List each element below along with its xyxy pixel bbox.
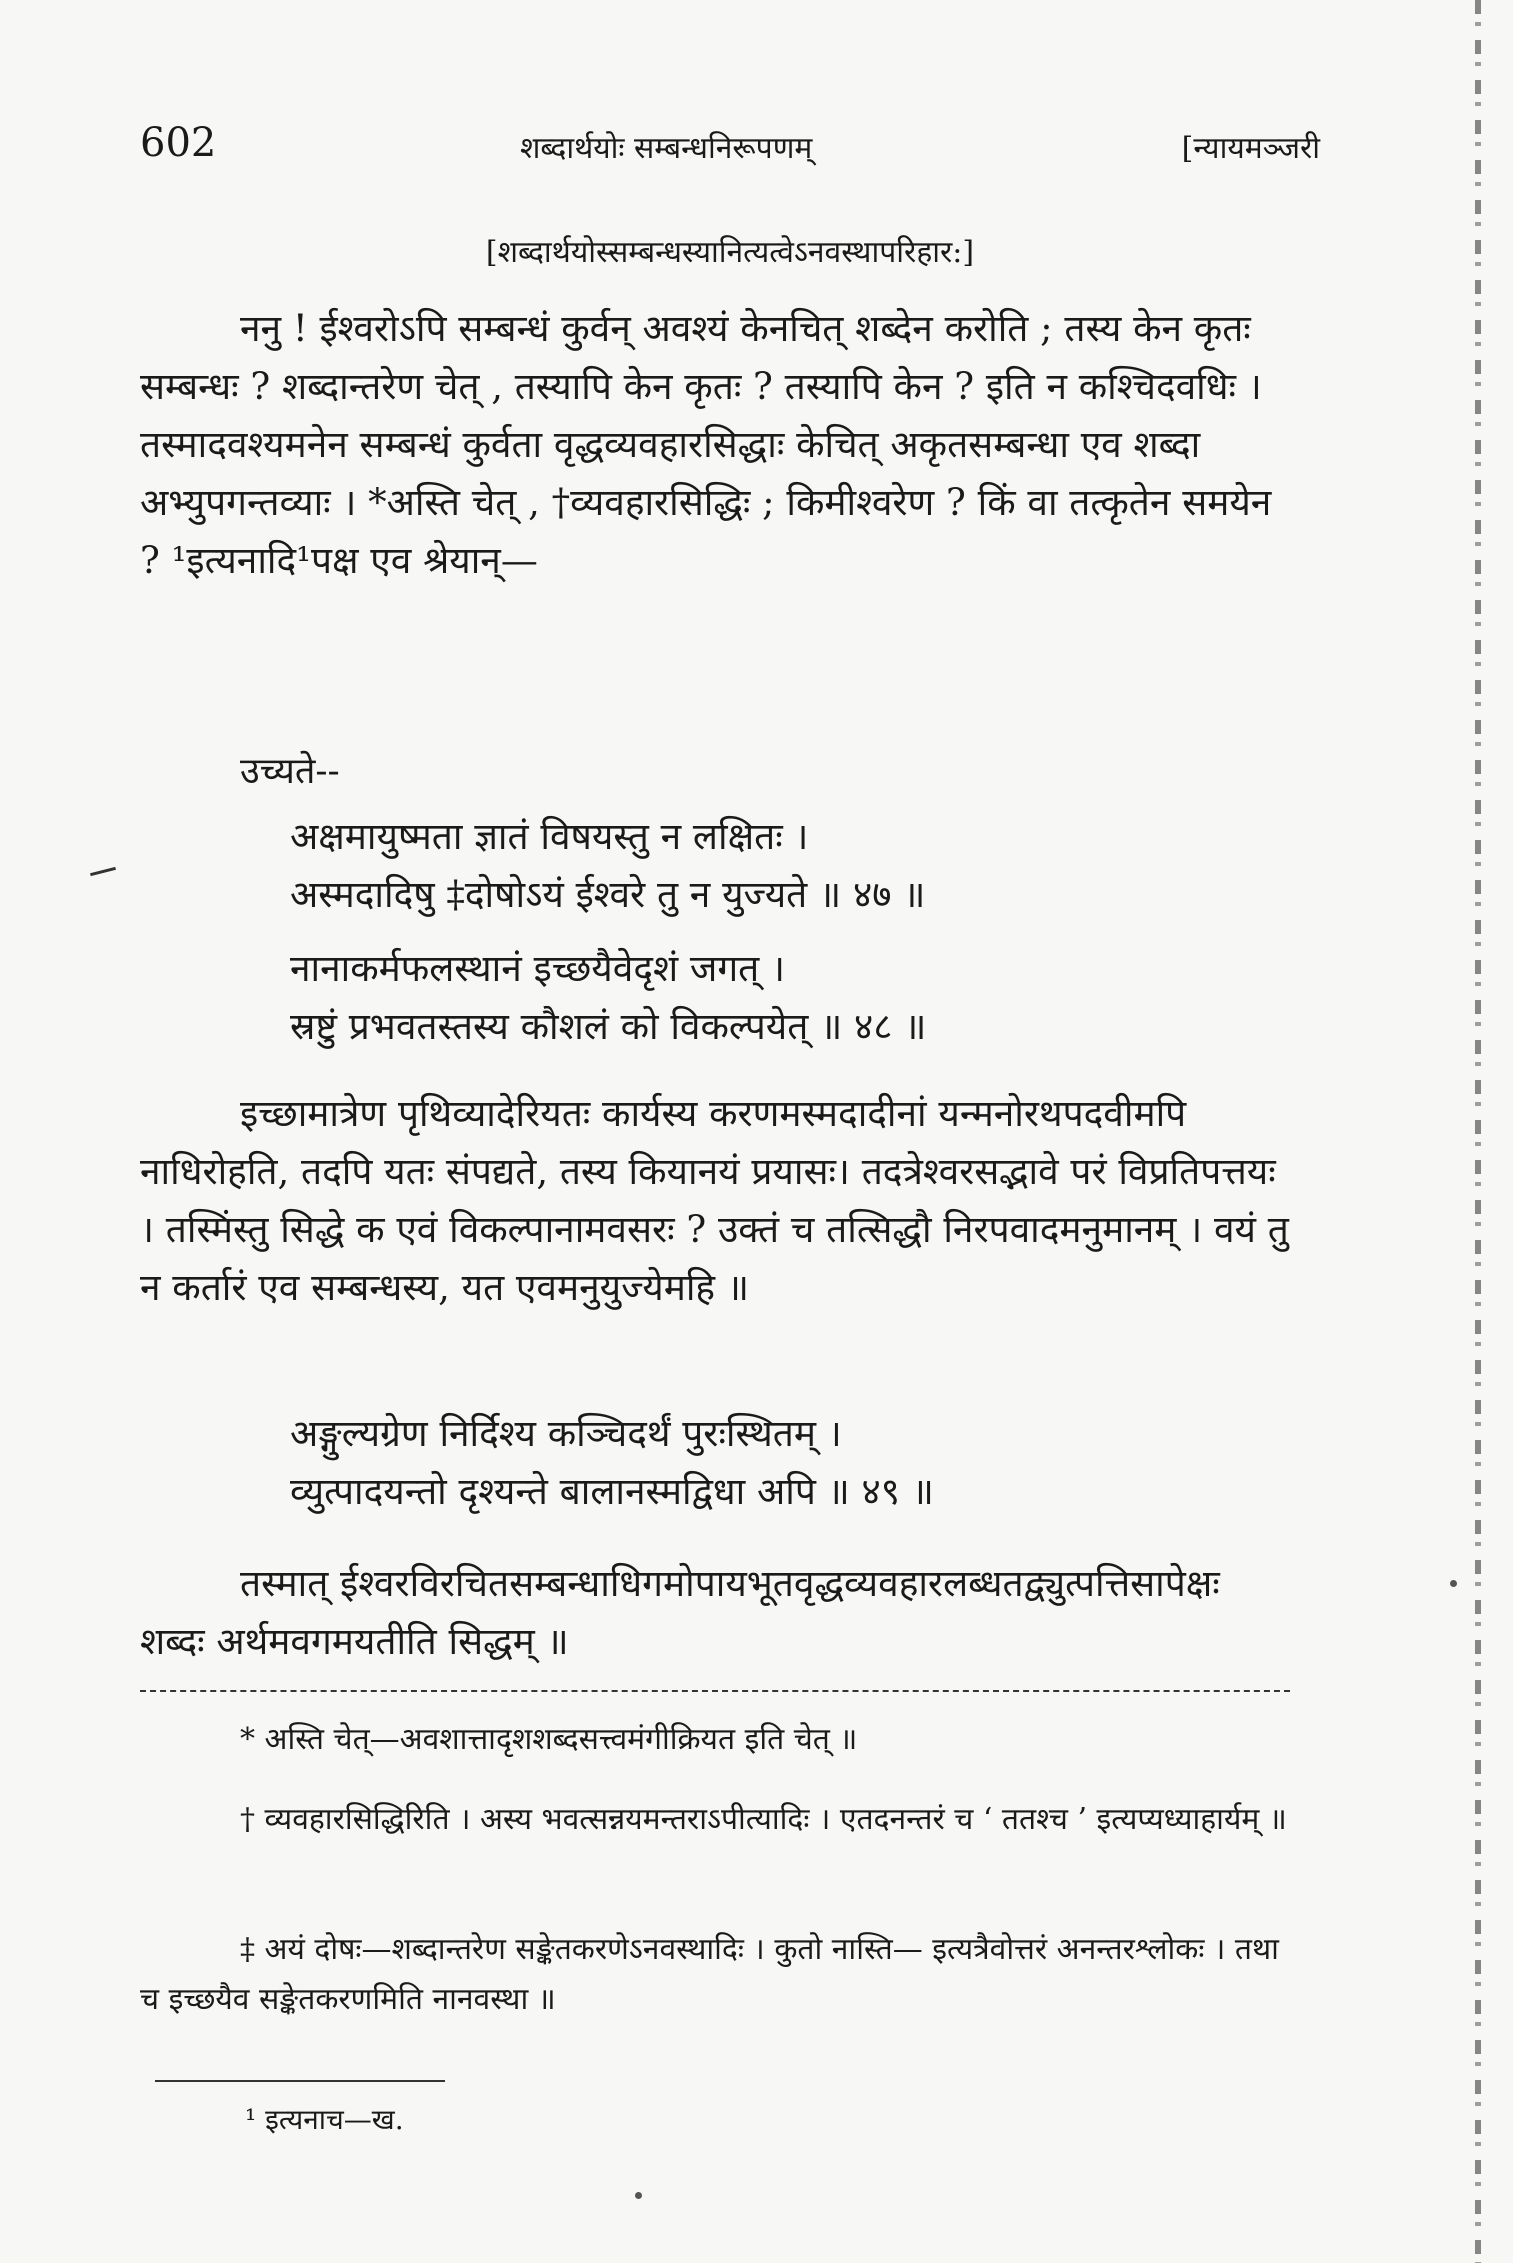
footnote-double-dagger: ‡ अयं दोषः—शब्दान्तरेण सङ्केतकरणेऽनवस्थादिः । कुतो नास्ति— इत्यत्रैवोत्तरं अनन्तरश्लोकः । तथा च इच्छयैव सङ्केतकरणमिति नानवस्था ॥ bbox=[140, 1932, 1279, 2017]
verse-line: अस्मदादिषु ‡दोषोऽयं ईश्वरे तु न युज्यते ॥ ४७ ॥ bbox=[290, 873, 926, 916]
book-title: [न्यायमञ्जरी bbox=[1181, 131, 1320, 166]
margin-mark bbox=[90, 867, 116, 876]
ucyate-label: उच्यते-- bbox=[240, 751, 340, 792]
scan-speck bbox=[1450, 1580, 1457, 1587]
variant-reading-note: ¹ इत्यनाच—ख. bbox=[245, 2103, 404, 2136]
verse-line: नानाकर्मफलस्थानं इच्छयैवेदृशं जगत् । bbox=[290, 947, 786, 990]
verse-line: स्रष्टुं प्रभवतस्तस्य कौशलं को विकल्पयेत् ॥ ४८ ॥ bbox=[290, 1005, 927, 1048]
section-heading: [शब्दार्थयोस्सम्बन्धस्यानित्यत्वेऽनवस्थापरिहार:] bbox=[485, 235, 975, 270]
footnote-star: * अस्ति चेत्—अवशात्तादृशशब्दसत्त्वमंगीक्रियत इति चेत् ॥ bbox=[240, 1722, 858, 1757]
verse-47 bbox=[290, 808, 1270, 924]
verse-49 bbox=[290, 1405, 1270, 1521]
scan-speck bbox=[635, 2192, 642, 2199]
verse-line: अक्षमायुष्मता ज्ञातं विषयस्तु न लक्षितः । bbox=[290, 815, 809, 858]
verse-line: व्युत्पादयन्तो दृश्यन्ते बालानस्मद्विधा अपि ॥ ४९ ॥ bbox=[290, 1470, 934, 1513]
page-header bbox=[140, 120, 1320, 180]
footnote-dagger: † व्यवहारसिद्धिरिति । अस्य भवत्सन्नयमन्तराऽपीत्यादिः । एतदनन्तरं च ‘ ततश्च ’ इत्यप्यध्याहार्यम् ॥ bbox=[240, 1802, 1287, 1837]
verse-48 bbox=[290, 940, 1270, 1056]
scanned-binding-edge bbox=[1475, 0, 1481, 2263]
body-paragraph-1: ननु ! ईश्वरोऽपि सम्बन्धं कुर्वन् अवश्यं केनचित् शब्देन करोति ; तस्य केन कृतः सम्बन्धः ? शब्दान्तरेण चेत् , तस्यापि केन कृतः ? तस्यापि केन ? इति न कश्चिदवधिः । तस्मादवश्यमनेन सम्बन्धं कुर्वता वृद्धव्यवहारसिद्धाः केचित् अकृतसम्बन्धा एव शब्दा अभ्युपगन्तव्याः । *अस्ति चेत् , †व्यवहारसिद्धिः ; किमीश्वरेण ? किं वा तत्कृतेन समयेन ? ¹इत्यनादि¹पक्ष एव श्रेयान्— bbox=[140, 307, 1272, 582]
footnote-separator bbox=[140, 1690, 1290, 1692]
variant-note-separator bbox=[155, 2080, 445, 2082]
body-paragraph-2: इच्छामात्रेण पृथिव्यादेरियतः कार्यस्य करणमस्मदादीनां यन्मनोरथपदवीमपि नाधिरोहति, तदपि यतः संपद्यते, तस्य कियानयं प्रयासः। तदत्रेश्वरसद्भावे परं विप्रतिपत्तयः । तस्मिंस्तु सिद्धे क एवं विकल्पानामवसरः ? उक्तं च तत्सिद्धौ निरपवादमनुमानम् । वयं तु न कर्तारं एव सम्बन्धस्य, यत एवमनुयुज्येमहि ॥ bbox=[140, 1092, 1289, 1309]
verse-line: अङ्गुल्यग्रेण निर्दिश्य कञ्चिदर्थं पुरःस्थितम् । bbox=[290, 1412, 842, 1455]
body-paragraph-3: तस्मात् ईश्वरविरचितसम्बन्धाधिगमोपायभूतवृद्धव्यवहारलब्धतद्व्युत्पत्तिसापेक्षः शब्दः अर्थमवगमयतीति सिद्धम् ॥ bbox=[140, 1562, 1220, 1663]
page-number: 602 bbox=[140, 120, 217, 166]
running-head: शब्दार्थयोः सम्बन्धनिरूपणम् bbox=[520, 131, 813, 166]
